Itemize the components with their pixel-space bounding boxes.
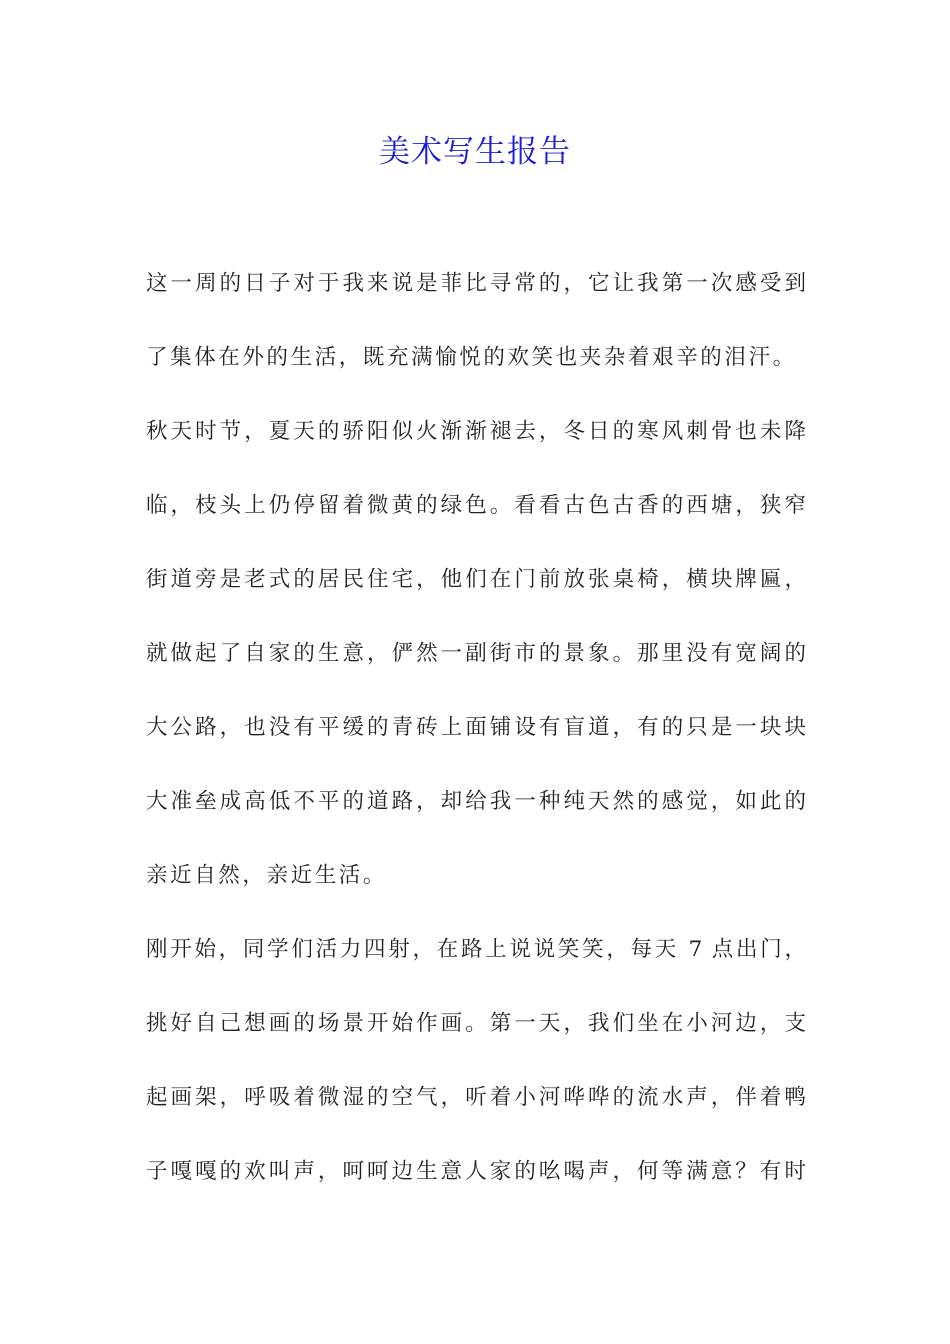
body-line: 子嘎嘎的欢叫声，呵呵边生意人家的吆喝声，何等满意？有时 — [146, 1159, 806, 1184]
body-line: 街道旁是老式的居民住宅，他们在门前放张桌椅，横块牌匾， — [146, 567, 806, 592]
body-line: 刚开始，同学们活力四射，在路上说说笑笑，每天 7 点出门， — [146, 937, 806, 962]
body-line: 了集体在外的生活，既充满愉悦的欢笑也夹杂着艰辛的泪汗。 — [146, 345, 797, 370]
body-line: 大准垒成高低不平的道路，却给我一种纯天然的感觉，如此的 — [146, 789, 806, 814]
body-line: 临，枝头上仍停留着微黄的绿色。看看古色古香的西塘，狭窄 — [146, 493, 806, 518]
document-title: 美术写生报告 — [379, 134, 571, 170]
body-line: 大公路，也没有平缓的青砖上面铺设有盲道，有的只是一块块 — [146, 715, 806, 740]
body-line: 起画架，呼吸着微湿的空气，听着小河哗哗的流水声，伴着鸭 — [146, 1085, 806, 1110]
body-line: 就做起了自家的生意，俨然一副街市的景象。那里没有宽阔的 — [146, 641, 806, 666]
body-line: 秋天时节，夏天的骄阳似火渐渐褪去，冬日的寒风刺骨也未降 — [146, 419, 806, 444]
body-line: 亲近自然，亲近生活。 — [146, 863, 388, 888]
body-line: 挑好自己想画的场景开始作画。第一天，我们坐在小河边，支 — [146, 1011, 806, 1036]
body-line: 这一周的日子对于我来说是菲比寻常的，它让我第一次感受到 — [146, 271, 806, 296]
